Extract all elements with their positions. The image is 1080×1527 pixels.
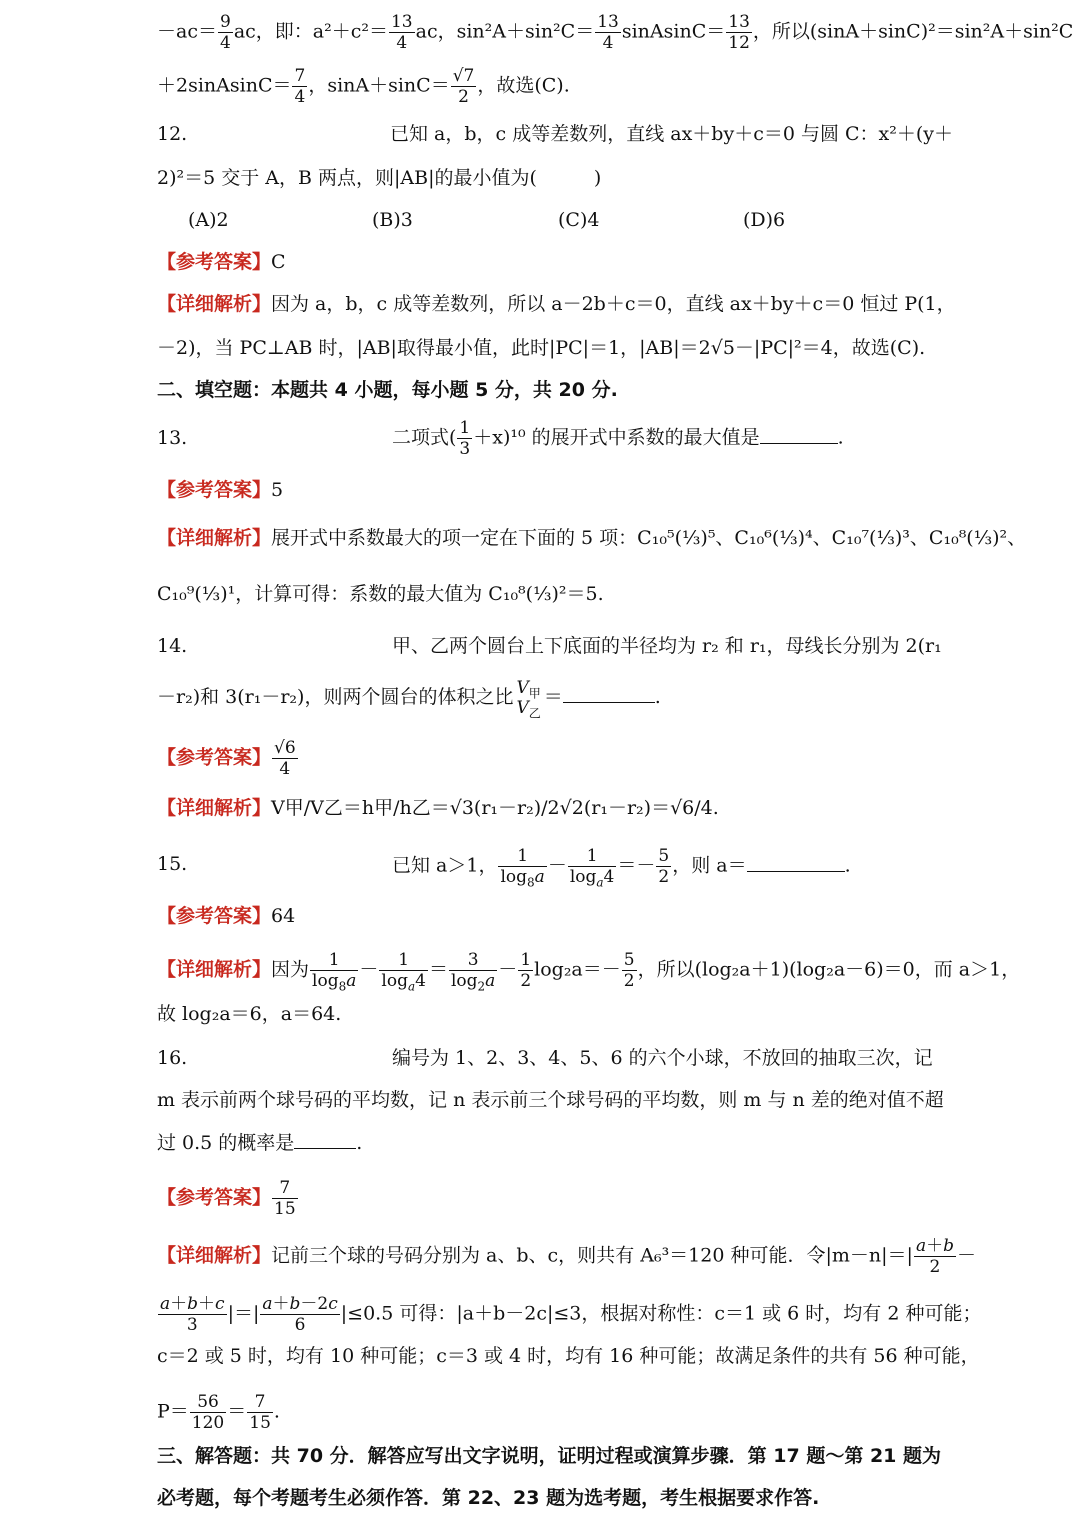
text: 过 0.5 的概率是 [157, 1132, 295, 1154]
text: ＋x)¹⁰ 的展开式中系数的最大值是 [473, 426, 760, 449]
explanation-12-line-1 [157, 292, 956, 316]
text: ，sinA＋sinC＝ [308, 74, 450, 97]
answer-15 [157, 904, 295, 928]
answer-blank [563, 684, 655, 703]
text: －2)，当 PC⊥AB 时，|AB|取得最小值，此时|PC|＝1，|AB|＝2√5－|PC|²＝4，故选(C). [157, 337, 926, 359]
explanation-15-line-1: 【详细解析】因为 $\frac{1}{\log_8a}$ － $\frac{1}{\log_a4}$ ＝ $\frac{3}{\log_2a}$ － $\frac{1}{2}$ log₂a＝－ $\frac{5}{2}$ ，所以(log₂a＋1)(log₂a－6)＝0，而 a＞1， [157, 950, 1021, 994]
text: ac，即：a²＋c²＝ [233, 20, 388, 43]
answer-12 [157, 250, 286, 274]
question-number: 13. [157, 427, 188, 449]
text: C₁₀⁹(⅓)¹，计算可得：系数的最大值为 C₁₀⁸(⅓)²＝5. [157, 583, 604, 605]
answer-fraction: $\frac{√6}{4}$ [274, 738, 296, 779]
explanation-16-line-1: 【详细解析】记前三个球的号码分别为 a、b、c，则共有 A₆³＝120 种可能．令|m－n|＝| $\frac{a+b}{2}$ － [157, 1236, 976, 1277]
fraction: $\frac{5}{2}$ [658, 846, 670, 887]
question-14-number [157, 634, 187, 658]
text: ，所以(sinA＋sinC)²＝sin²A＋sin²C [752, 20, 1074, 43]
text: －r₂)和 3(r₁－r₂)，则两个圆台的体积之比 [157, 686, 514, 708]
text: 二项式( [392, 426, 457, 449]
answer-fraction: $\frac{7}{15}$ [274, 1178, 296, 1219]
text: 故 log₂a＝6，a＝64. [157, 1003, 342, 1025]
answer-blank [294, 1130, 356, 1149]
answer-value: C [271, 251, 286, 273]
option-b: (B)3 [372, 209, 413, 231]
explanation-tag: 【详细解析】 [157, 797, 272, 819]
question-16-line-1 [392, 1046, 933, 1070]
answer-blank [747, 853, 845, 872]
explanation-tag: 【详细解析】 [157, 958, 272, 981]
fraction: $\frac{56}{120}$ [191, 1392, 225, 1433]
question-14-line-1 [392, 634, 942, 658]
option-c: (C)4 [558, 209, 600, 231]
text: sinAsinC＝ [621, 20, 726, 43]
text: m 表示前两个球号码的平均数，记 n 表示前三个球号码的平均数，则 m 与 n 差的绝对值不超 [157, 1089, 944, 1111]
text: 2)²＝5 交于 A，B 两点，则|AB|的最小值为( ) [157, 167, 602, 189]
text: c＝2 或 5 时，均有 10 种可能；c＝3 或 4 时，均有 16 种可能；故满足条件的共有 56 种可能， [157, 1345, 980, 1367]
text: 编号为 1、2、3、4、5、6 的六个小球，不放回的抽取三次，记 [392, 1047, 933, 1069]
text: －ac＝ [157, 20, 217, 43]
fraction: $\frac{a+b}{2}$ [915, 1236, 954, 1277]
text: ＝ [543, 686, 563, 708]
text: P＝ [157, 1400, 189, 1423]
question-13-number [157, 426, 187, 450]
text: . [844, 854, 851, 877]
question-12-line-2 [157, 166, 601, 190]
explanation-13-line-2 [157, 582, 604, 606]
fraction: $\frac{a+b+c}{3}$ [160, 1294, 225, 1335]
fraction: $\frac{a+b-2c}{6}$ [262, 1294, 338, 1335]
fraction: $\frac{1}{\log_a4}$ [569, 846, 615, 890]
text: 必考题，每个考题考生必须作答．第 22、23 题为选考题，考生根据要求作答. [157, 1487, 820, 1509]
fraction: $\frac{1}{2}$ [520, 950, 532, 991]
explanation-tag: 【详细解析】 [157, 527, 272, 549]
section-3-heading-line-1 [157, 1444, 941, 1468]
text: ＋2sinAsinC＝ [157, 74, 292, 97]
question-14-line-2 [157, 678, 661, 721]
explanation-tag: 【详细解析】 [157, 293, 272, 315]
option-d: (D)6 [743, 209, 786, 231]
question-number: 14. [157, 635, 188, 657]
option-a: (A)2 [188, 209, 229, 231]
answer-13 [157, 478, 283, 502]
fraction: $\frac{7}{15}$ [249, 1392, 271, 1433]
explanation-15-line-2 [157, 1002, 341, 1026]
text: 因为 a，b，c 成等差数列，所以 a－2b＋c＝0，直线 ax＋by＋c＝0 恒过 P(1， [271, 293, 956, 315]
text: 二、填空题：本题共 4 小题，每小题 5 分，共 20 分. [157, 379, 618, 401]
text: 记前三个球的号码分别为 a、b、c，则共有 A₆³＝120 种可能．令|m－n|＝| [271, 1244, 913, 1267]
fraction: $\frac{3}{\log_2a}$ [450, 950, 496, 994]
question-16-line-2 [157, 1088, 944, 1112]
explanation-tag: 【详细解析】 [157, 1244, 272, 1267]
text: ，故选(C). [477, 74, 570, 97]
explanation-16-line-4: P＝ $\frac{56}{120}$ ＝ $\frac{7}{15}$ . [157, 1392, 280, 1433]
text: ac，sin²A＋sin²C＝ [415, 20, 595, 43]
section-3-heading-line-2 [157, 1486, 819, 1510]
question-15-number [157, 852, 187, 876]
answer-14 [157, 738, 299, 779]
answer-tag: 【参考答案】 [157, 251, 272, 273]
answer-value: 64 [271, 905, 296, 927]
text: . [654, 686, 661, 708]
text: ，则 a＝ [672, 854, 747, 877]
question-12-line-1 [157, 122, 187, 146]
question-number: 15. [157, 853, 188, 875]
answer-16 [157, 1178, 299, 1219]
explanation-12-line-2 [157, 336, 925, 360]
fraction: $\frac{13}{12}$ [728, 12, 750, 53]
fraction: $\frac{13}{4}$ [597, 12, 619, 53]
fraction: $\frac{1}{\log_a4}$ [381, 950, 426, 994]
fraction: $\frac{1}{3}$ [459, 418, 471, 459]
answer-blank [760, 425, 838, 444]
fraction: $\frac{√7}{2}$ [452, 66, 475, 107]
question-12-text [390, 122, 953, 146]
text: 已知 a＞1， [392, 854, 498, 877]
volume-ratio-fraction: $V_甲$ $V_乙$ [516, 678, 541, 721]
text: 甲、乙两个圆台上下底面的半径均为 r₂ 和 r₁，母线长分别为 2(r₁ [392, 635, 942, 657]
solution-line-1 [157, 12, 1073, 53]
explanation-13-line-1 [157, 526, 1026, 550]
text: . [837, 426, 844, 449]
answer-tag: 【参考答案】 [157, 905, 272, 927]
explanation-16-line-2: $\frac{a+b+c}{3}$ |＝| $\frac{a+b-2c}{6}$ |≤0.5 可得：|a＋b－2c|≤3，根据对称性：c＝1 或 6 时，均有 2 种可能； [160, 1294, 982, 1335]
fraction: $\frac{9}{4}$ [219, 12, 231, 53]
solution-line-2 [157, 66, 570, 107]
question-number: 12. [157, 123, 188, 145]
explanation-16-line-3 [157, 1344, 980, 1368]
answer-value: 5 [271, 479, 284, 501]
answer-tag: 【参考答案】 [157, 1186, 272, 1209]
text: 三、解答题：共 70 分．解答应写出文字说明，证明过程或演算步骤．第 17 题～第 21 题为 [157, 1445, 942, 1467]
text: . [356, 1132, 363, 1154]
question-16-line-3 [157, 1130, 362, 1155]
question-15-text: 已知 a＞1， $\frac{1}{\log_8a}$ － $\frac{1}{\log_a4}$ ＝－ $\frac{5}{2}$ ，则 a＝ . [392, 846, 851, 890]
text: 因为 [271, 958, 310, 981]
text: ，所以(log₂a＋1)(log₂a－6)＝0，而 a＞1， [637, 958, 1021, 981]
question-number: 16. [157, 1047, 188, 1069]
text: log₂a＝－ [534, 958, 621, 981]
fraction: $\frac{5}{2}$ [623, 950, 635, 991]
section-2-heading [157, 378, 618, 402]
answer-tag: 【参考答案】 [157, 479, 272, 501]
fraction: $\frac{1}{\log_8a}$ [500, 846, 545, 890]
text: 展开式中系数最大的项一定在下面的 5 项：C₁₀⁵(⅓)⁵、C₁₀⁶(⅓)⁴、C₁₀⁷(⅓)³、C₁₀⁸(⅓)²、 [271, 527, 1027, 549]
answer-tag: 【参考答案】 [157, 746, 272, 769]
fraction: $\frac{1}{\log_8a}$ [312, 950, 357, 994]
question-16-number [157, 1046, 187, 1070]
explanation-14 [157, 796, 719, 820]
text: V甲/V乙＝h甲/h乙＝√3(r₁－r₂)/2√2(r₁－r₂)＝√6/4. [271, 797, 719, 819]
text: 已知 a，b，c 成等差数列，直线 ax＋by＋c＝0 与圆 C：x²＋(y＋ [390, 123, 954, 145]
text: |≤0.5 可得：|a＋b－2c|≤3，根据对称性：c＝1 或 6 时，均有 2 种可能； [340, 1302, 982, 1325]
fraction: $\frac{13}{4}$ [390, 12, 413, 53]
fraction: $\frac{7}{4}$ [294, 66, 306, 107]
question-13-text [392, 418, 844, 459]
